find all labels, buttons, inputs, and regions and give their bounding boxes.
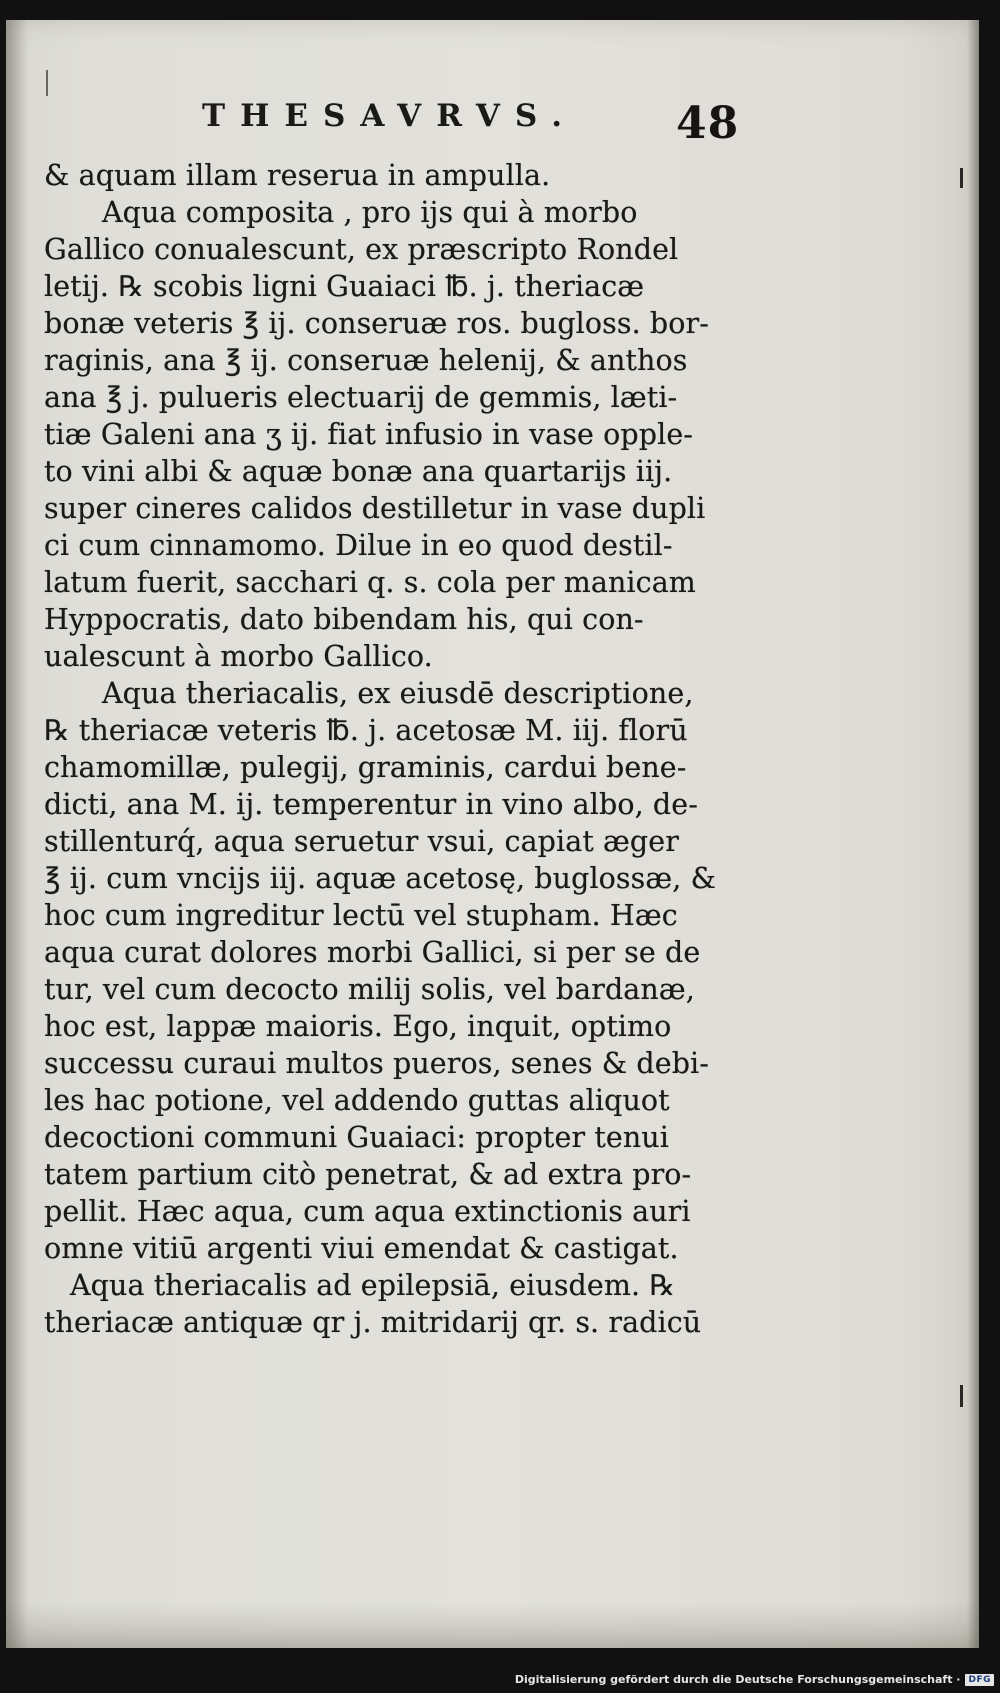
text-line: stillenturq́, aqua seruetur vsui, capiat æger (44, 825, 679, 858)
bottom-shade (6, 1602, 979, 1648)
text-line: & aquam illam reserua in ampulla. (44, 159, 551, 192)
text-line: ana ℥ j. pulueris electuarij de gemmis, læti- (44, 381, 678, 414)
text-line: theriacæ antiquæ qr j. mitridarij qr. s. radicū (44, 1306, 702, 1339)
text-line: tur, vel cum decocto milij solis, vel bardanæ, (44, 973, 695, 1006)
text-line: pellit. Hæc aqua, cum aqua extinctionis auri (44, 1195, 691, 1228)
text-line: hoc est, lappæ maioris. Ego, inquit, optimo (44, 1010, 672, 1043)
gutter-shadow (6, 20, 28, 1648)
text-line: les hac potione, vel addendo guttas aliquot (44, 1084, 670, 1117)
text-line: Aqua theriacalis, ex eiusdē descriptione, (102, 677, 694, 710)
text-line: ci cum cinnamomo. Dilue in eo quod destil- (44, 529, 673, 562)
page-edge-shadow (967, 20, 979, 1648)
book-page (6, 20, 979, 1648)
text-line: to vini albi & aquæ bonæ ana quartarijs iij. (44, 455, 673, 488)
text-line: super cineres calidos destilletur in vase dupli (44, 492, 706, 525)
text-line: chamomillæ, pulegij, graminis, cardui bene- (44, 751, 687, 784)
text-line: Aqua composita , pro ijs qui à morbo (102, 196, 638, 229)
text-line: tiæ Galeni ana ʒ ij. fiat infusio in vase opple- (44, 418, 694, 451)
text-line: hoc cum ingreditur lectū vel stupham. Hæc (44, 899, 678, 932)
body-text (44, 157, 717, 1341)
text-line: Aqua theriacalis ad epilepsiā, eiusdem. ℞ (70, 1269, 675, 1302)
text-line: tatem partium citò penetrat, & ad extra pro- (44, 1158, 692, 1191)
text-line: Gallico conualescunt, ex præscripto Rondel (44, 233, 679, 266)
text-line: bonæ veteris ℥ ij. conseruæ ros. bugloss. bor- (44, 307, 709, 340)
edge-mark (960, 1385, 963, 1407)
text-line: dicti, ana M. ij. temperentur in vino albo, de- (44, 788, 698, 821)
page-number: 48 (676, 98, 740, 149)
credit-text: Digitalisierung gefördert durch die Deutsche Forschungsgemeinschaft · (514, 1673, 961, 1686)
text-line: aqua curat dolores morbi Gallici, si per se de (44, 936, 701, 969)
text-line: raginis, ana ℥ ij. conseruæ helenij, & anthos (44, 344, 688, 377)
text-line: latum fuerit, sacchari q. s. cola per manicam (44, 566, 696, 599)
running-title: THESAVRVS. (202, 98, 578, 134)
text-line: ℞ theriacæ veteris ℔. j. acetosæ M. iij. florū (44, 714, 688, 747)
text-line: decoctioni communi Guaiaci: propter tenui (44, 1121, 669, 1154)
text-line: Hyppocratis, dato bibendam his, qui con- (44, 603, 644, 636)
text-line: successu curaui multos pueros, senes & debi- (44, 1047, 710, 1080)
digitization-credit (515, 1671, 994, 1689)
text-line: letij. ℞ scobis ligni Guaiaci ℔. j. theriacæ (44, 270, 645, 303)
text-line: omne vitiū argenti viui emendat & castigat. (44, 1232, 679, 1265)
text-line: ualescunt à morbo Gallico. (44, 640, 433, 673)
dfg-logo: DFG (965, 1674, 994, 1686)
text-line: ℥ ij. cum vncijs iij. aquæ acetosę, buglossæ, & (44, 862, 717, 895)
edge-mark (960, 168, 963, 188)
edge-mark (46, 70, 48, 96)
